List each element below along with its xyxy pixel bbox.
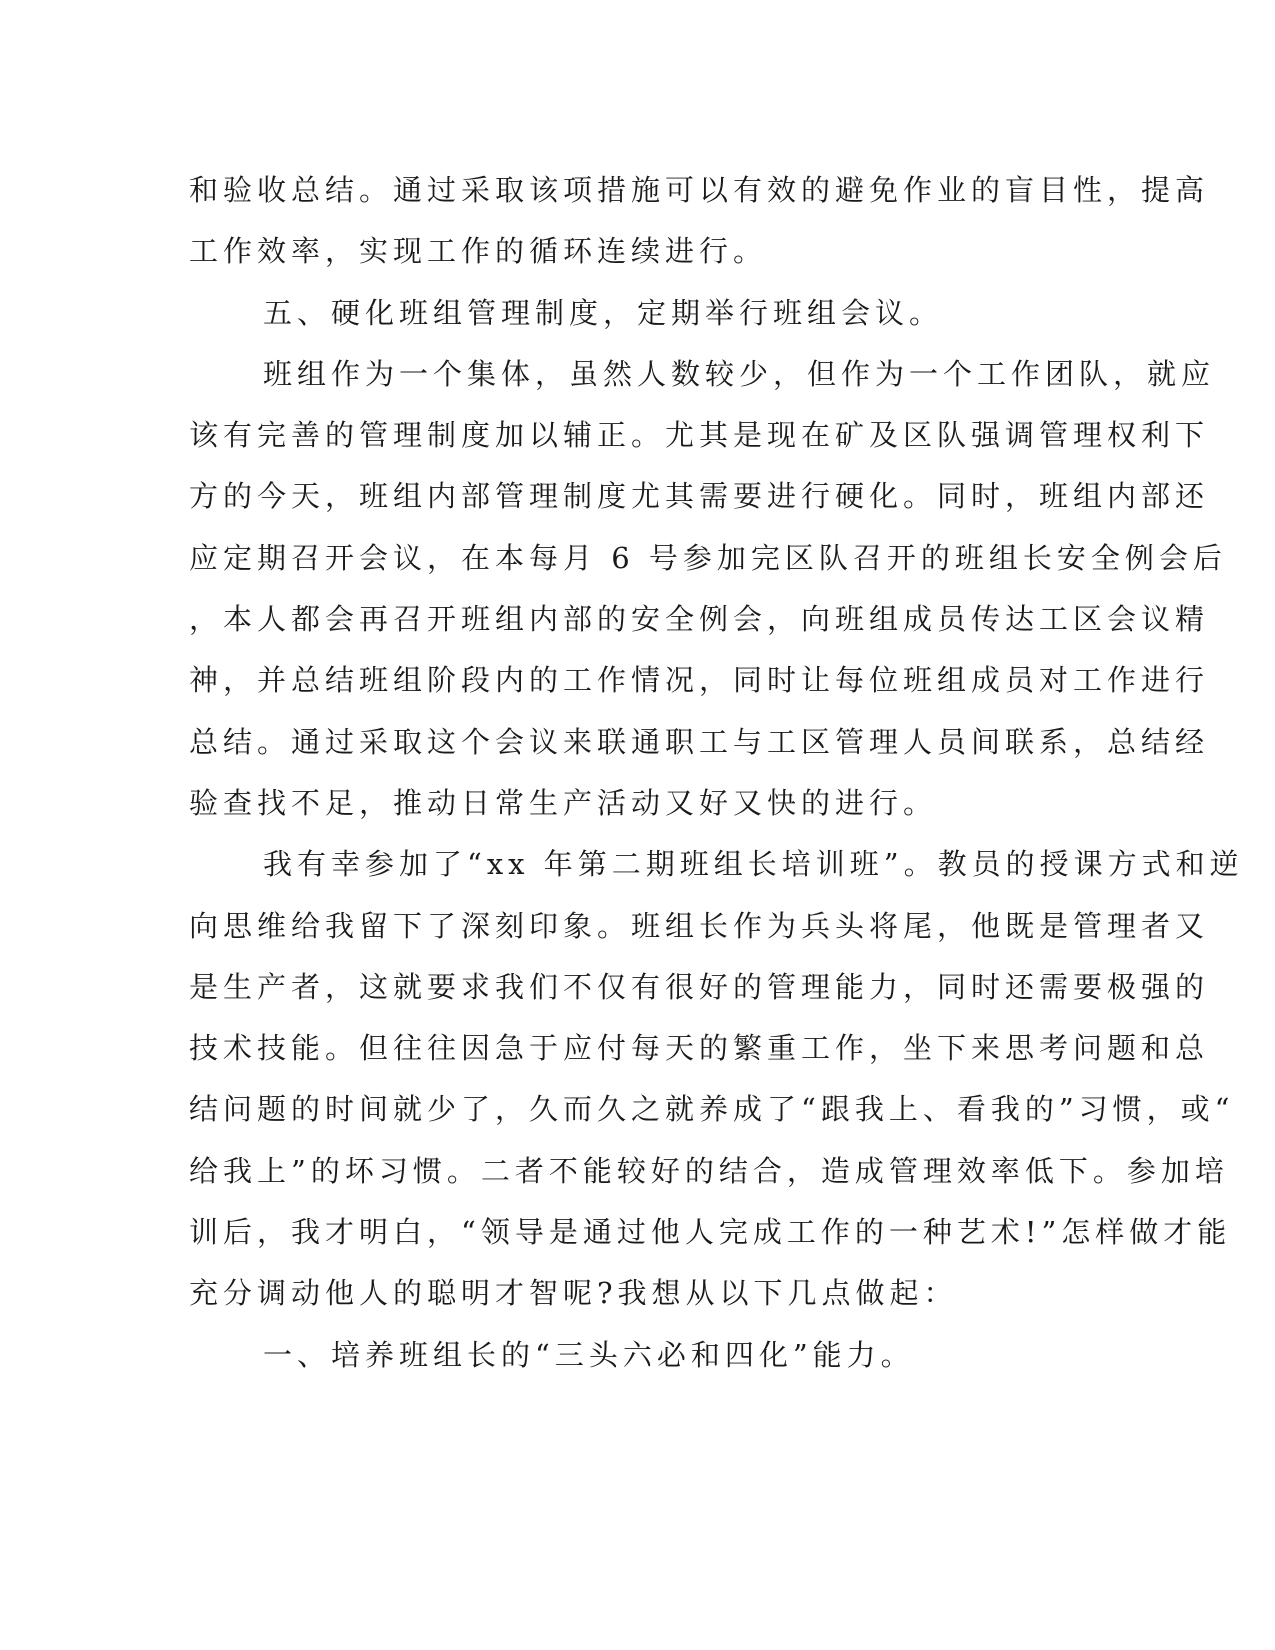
section-heading: 五、硬化班组管理制度，定期举行班组会议。 (263, 295, 944, 330)
text-line: 技术技能。但往往因急于应付每天的繁重工作，坐下来思考问题和总 (189, 1031, 1210, 1066)
text-line: 训后，我才明白，“领导是通过他人完成工作的一种艺术!”怎样做才能 (189, 1215, 1232, 1250)
text-line: 我有幸参加了“xx 年第二期班组长培训班”。教员的授课方式和逆 (263, 847, 1244, 882)
text-line: 验查找不足，推动日常生产活动又好又快的进行。 (189, 785, 938, 820)
section-heading: 一、培养班组长的“三头六必和四化”能力。 (263, 1337, 915, 1372)
text-line: 神，并总结班组阶段内的工作情况，同时让每位班组成员对工作进行 (189, 663, 1210, 698)
text-line: 是生产者，这就要求我们不仅有很好的管理能力，同时还需要极强的 (189, 969, 1210, 1004)
text-line: 工作效率，实现工作的循环连续进行。 (189, 234, 768, 269)
text-line: 班组作为一个集体，虽然人数较少，但作为一个工作团队，就应 (263, 356, 1216, 391)
text-line: 给我上”的坏习惯。二者不能较好的结合，造成管理效率低下。参加培 (189, 1153, 1229, 1188)
text-line: 方的今天，班组内部管理制度尤其需要进行硬化。同时，班组内部还 (189, 479, 1210, 514)
document-body (189, 160, 1244, 1386)
text-line: 向思维给我留下了深刻印象。班组长作为兵头将尾，他既是管理者又 (189, 908, 1210, 943)
text-line: 总结。通过采取这个会议来联通职工与工区管理人员间联系，总结经 (189, 724, 1210, 759)
text-line: 充分调动他人的聪明才智呢?我想从以下几点做起： (189, 1276, 958, 1311)
text-line: ，本人都会再召开班组内部的安全例会，向班组成员传达工区会议精 (189, 602, 1210, 637)
text-line: 该有完善的管理制度加以辅正。尤其是现在矿及区队强调管理权利下 (189, 418, 1210, 453)
text-line: 和验收总结。通过采取该项措施可以有效的避免作业的盲目性，提高 (189, 173, 1210, 207)
text-line: 应定期召开会议，在本每月 6 号参加完区队召开的班组长安全例会后 (189, 540, 1227, 575)
text-line: 结问题的时间就少了，久而久之就养成了“跟我上、看我的”习惯，或“ (189, 1092, 1235, 1127)
